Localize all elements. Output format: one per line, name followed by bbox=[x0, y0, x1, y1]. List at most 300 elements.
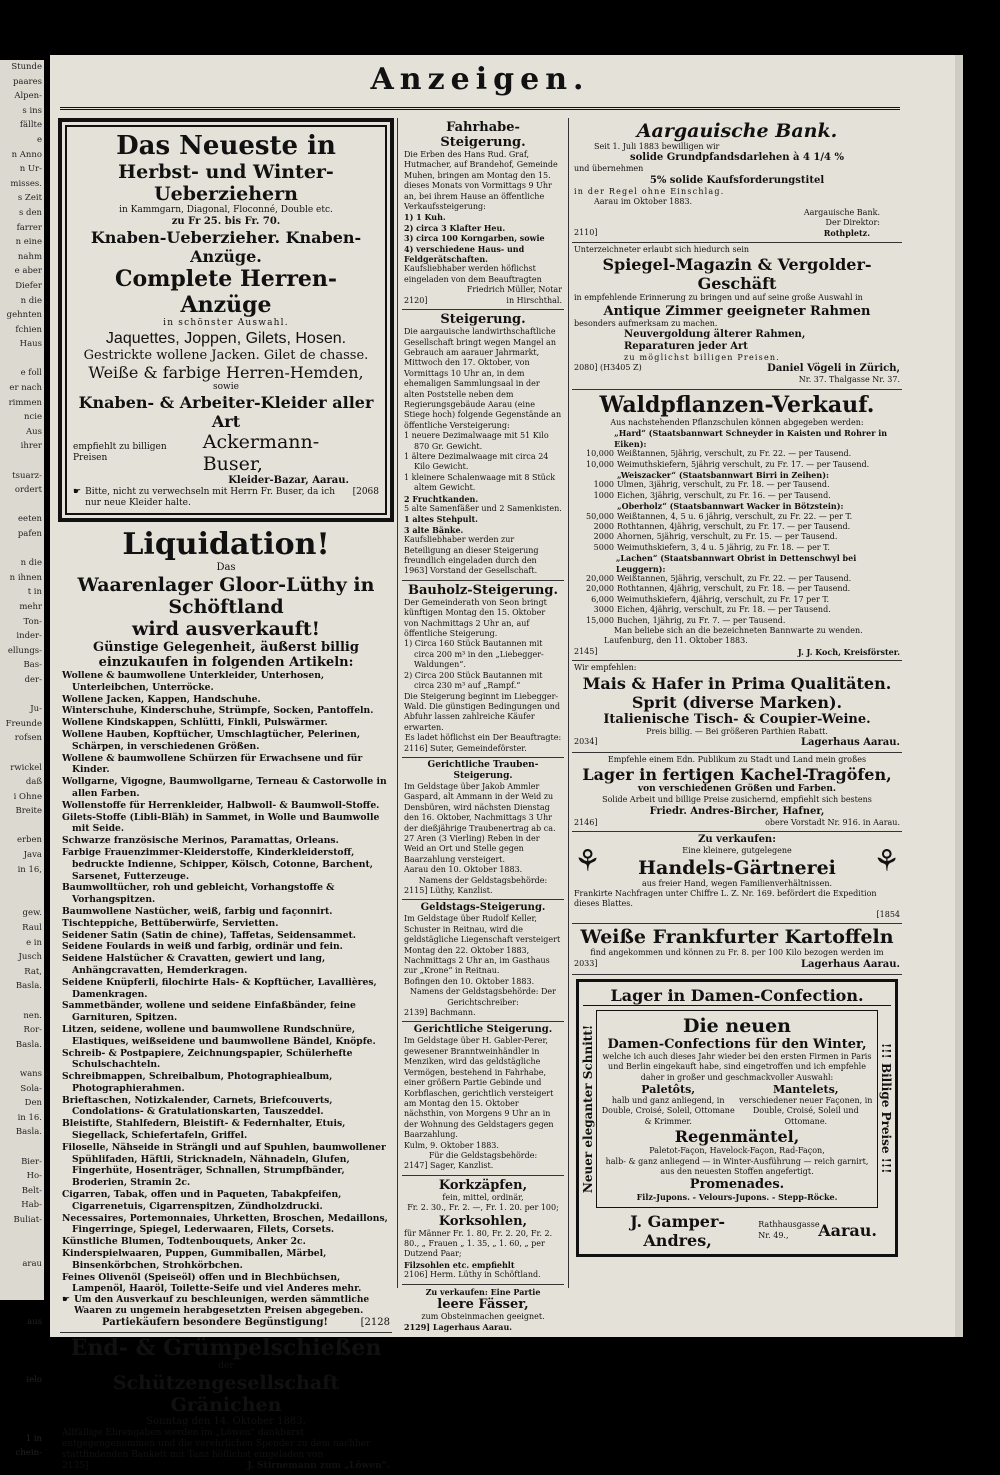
margin-fragment: Buliat- bbox=[13, 1214, 42, 1225]
ad-bauholz bbox=[402, 581, 564, 758]
ad-text: Es ladet höflichst ein Der Beauftragte: bbox=[404, 733, 562, 743]
ad-text: Günstige Gelegenheit, äußerst billig einzukaufen in folgenden Artikeln: bbox=[93, 640, 359, 670]
margin-fragment: Basla. bbox=[15, 1039, 42, 1050]
margin-fragment: e in bbox=[26, 937, 42, 948]
ad-text: Wir empfehlen: bbox=[574, 663, 637, 673]
ad-trauben bbox=[402, 758, 564, 900]
ad-heading: Weiße Frankfurter Kartoffeln bbox=[580, 926, 894, 949]
ad-heading: Handels-Gärtnerei bbox=[638, 856, 836, 879]
margin-fragment: farrer bbox=[16, 222, 42, 233]
margin-fragment: Stunde bbox=[11, 62, 42, 72]
margin-fragment: wans bbox=[19, 1068, 42, 1079]
list-item: Feines Olivenöl (Speiseöl) offen und in Blechbüchsen, Lampenöl, Haaröl, Toilette-Seife und viel Anderes mehr. bbox=[62, 1271, 362, 1295]
list-item: Schreibmappen, Schreibalbum, Photographiealbum, Photographierahmen. bbox=[62, 1071, 333, 1094]
margin-fragment: n eine bbox=[15, 237, 42, 248]
ad-address: Kleider-Bazar, Aarau. bbox=[228, 475, 349, 486]
ad-text: Knaben-Ueberzieher. Knaben-Anzüge. bbox=[90, 228, 362, 266]
column-2 bbox=[402, 118, 564, 1336]
list-item: Sammetbänder, wollene und seidene Einfaßbänder, feine Garnituren, Spitzen. bbox=[62, 1000, 356, 1024]
margin-fragment: Jusch bbox=[18, 952, 42, 963]
margin-fragment: rofsen bbox=[14, 733, 42, 744]
item-text: „Weiszacker“ (Staatsbannwart Birri in Zeihen): bbox=[617, 469, 829, 480]
ad-heading: wird ausverkauft! bbox=[131, 618, 321, 640]
margin-fragment: Den bbox=[24, 1098, 42, 1109]
margin-fragment: Basla. bbox=[15, 1127, 42, 1138]
ad-text: Zu verkaufen: bbox=[698, 834, 776, 846]
margin-fragment: e foll bbox=[20, 368, 42, 379]
margin-fragment: n ihnen bbox=[9, 572, 42, 583]
ad-heading: Italienische Tisch- & Coupier-Weine. bbox=[603, 711, 871, 727]
ad-text: Unterzeichneter erlaubt sich hiedurch sein bbox=[574, 244, 750, 254]
list-item: 2 Fruchtkanden. bbox=[404, 493, 479, 504]
quantity: 2000 bbox=[593, 532, 614, 542]
ad-signature: J. J. Koch, Kreisförster. bbox=[797, 646, 900, 657]
quantity: 3000 bbox=[593, 605, 614, 615]
margin-fragment: daß bbox=[25, 777, 42, 788]
margin-fragment: n die bbox=[20, 295, 42, 306]
item-text: „Lachen“ (Staatsbannwart Obrist in Dettenschwyl bei Leuggern): bbox=[615, 553, 857, 574]
item-text: Rothtannen, 4jährig, verschult, zu Fr. 17. — per Tausend. bbox=[617, 521, 851, 531]
list-item: Künstliche Blumen, Todtenbouquets, Anker 2c. bbox=[62, 1236, 306, 1248]
margin-fragment bbox=[0, 352, 42, 367]
ad-subheading: Promenades. bbox=[689, 1177, 785, 1193]
ad-fahrhabe bbox=[402, 118, 564, 310]
list-item bbox=[574, 543, 900, 553]
list-item bbox=[574, 449, 900, 459]
margin-fragment: Java bbox=[23, 850, 42, 861]
margin-fragment bbox=[0, 498, 42, 513]
item-text: Weißtannen, 4, 5 u. 6 jährig, verschult, zu Fr. 22. — per T. bbox=[617, 511, 853, 521]
list-item bbox=[574, 470, 900, 480]
ad-heading: Steigerung. bbox=[440, 312, 526, 328]
margin-fragment: fchien bbox=[15, 324, 42, 335]
margin-fragment: Breite bbox=[15, 806, 42, 817]
column-rule bbox=[397, 118, 398, 1288]
margin-fragment: inder- bbox=[16, 631, 42, 642]
item-text: „Hard“ (Staatsbannwart Schneyder in Kaisten und Rohrer in Eiken): bbox=[614, 428, 888, 449]
margin-fragment: n Ur- bbox=[19, 164, 42, 175]
ad-address: obere Vorstadt Nr. 916. in Aarau. bbox=[765, 817, 900, 827]
margin-fragment bbox=[0, 1417, 42, 1432]
list-item: 5 alte Samenfäßer und 2 Samenkisten. bbox=[404, 504, 562, 513]
margin-fragment: ncie bbox=[24, 412, 42, 423]
margin-fragment bbox=[0, 454, 42, 469]
ad-text: in Hirschthal. bbox=[506, 295, 562, 305]
quantity bbox=[574, 553, 616, 574]
ad-number: [1854 bbox=[876, 909, 900, 919]
quantity bbox=[574, 470, 617, 480]
list-item bbox=[574, 522, 900, 532]
ad-text: in der Regel ohne Einschlag. bbox=[574, 186, 725, 196]
ad-text: Partiekäufern besondere Begünstigung! bbox=[102, 1317, 328, 1329]
list-item: 1 kleinere Schalenwaage mit 8 Stück altem Gewicht. bbox=[404, 472, 556, 493]
ad-signature: 2139] Bachmann. bbox=[404, 1008, 476, 1018]
list-item: 1 neuere Dezimalwaage mit 51 Kilo 870 Gr. Gewicht. bbox=[404, 431, 549, 451]
list-item: Gilets-Stoffe (Libli-Bläh) in Sammet, in Wolle und Baumwolle mit Seide. bbox=[62, 811, 380, 835]
margin-fragment bbox=[0, 819, 42, 834]
ad-text: solide Grundpfandsdarlehen à 4 1/4 % bbox=[630, 152, 844, 164]
ad-heading: Aargauische Bank. bbox=[636, 120, 838, 142]
ad-text: Die aargauische landwirthschaftliche Gesellschaft bringt wegen Mangel an Gebrauch am aarauer Jahrmarkt, Mittwoch den 17. Oktober, von Vormittags 10 Uhr an, in dem ehemaligen Sammlungsaal in der alten Poststelle neben dem Regierungsgebäude Aarau (eine Stiege hoch) folgende Gegenstände an öffentliche Versteigerung: bbox=[404, 327, 562, 430]
margin-fragment: der- bbox=[24, 674, 42, 685]
margin-fragment bbox=[0, 1300, 42, 1315]
margin-fragment bbox=[0, 1359, 42, 1374]
margin-fragment: ihrer bbox=[20, 441, 42, 452]
ad-text: Weiße & farbige Herren-Hemden, bbox=[88, 363, 364, 382]
ad-heading: Waldpflanzen-Verkauf. bbox=[599, 391, 875, 418]
item-text: Weißtannen, 5jährig, verschult, zu Fr. 22. — per Tausend. bbox=[617, 449, 852, 459]
list-item bbox=[574, 553, 900, 574]
ad-text: Jaquettes, Joppen, Gilets, Hosen. bbox=[105, 330, 347, 347]
margin-fragment: mehr bbox=[19, 601, 42, 612]
list-item: Farbige Frauenzimmer-Kleiderstoffe, Kinderkleiderstoff, bedruckte Indienne, Schipper, Kölsch, Cotonne, Barchent, Sarsenet, Futterzeuge. bbox=[62, 846, 373, 882]
list-item: Wollgarne, Vigogne, Baumwollgarne, Terneau & Castorwolle in allen Farben. bbox=[62, 776, 387, 799]
ad-heading: Lager in fertigen Kachel-Tragöfen, bbox=[582, 765, 892, 785]
side-label: Neuer eleganter Schnitt! bbox=[581, 1024, 595, 1193]
ad-text: von verschiedenen Größen und Farben. bbox=[637, 784, 837, 795]
ad-lagerhaus-mais bbox=[572, 661, 902, 753]
ad-heading: Liquidation! bbox=[122, 527, 330, 562]
ad-aargauische-bank bbox=[572, 118, 902, 243]
ad-note: Bitte, nicht zu verwechseln mit Herrn Fr. Buser, da ich nur neue Kleider halte. bbox=[85, 487, 335, 508]
item-text: Weimuthskiefern, 3, 4 u. 5 jährig, zu Fr. 18. — per T. bbox=[617, 542, 830, 552]
list-item: 4) verschiedene Haus- und Feldgerätschaften. bbox=[404, 243, 525, 265]
ad-price: zu Fr 25. bis Fr. 70. bbox=[171, 216, 281, 227]
ad-text: Filzsohlen etc. empfiehlt bbox=[404, 1259, 515, 1270]
margin-fragment bbox=[0, 1330, 42, 1345]
ad-signature: 2129] Lagerhaus Aarau. bbox=[404, 1322, 513, 1333]
ad-kartoffeln bbox=[572, 924, 902, 974]
quantity: 15,000 bbox=[586, 615, 614, 625]
list-item: 1) 1 Kuh. bbox=[404, 212, 446, 223]
margin-fragment bbox=[0, 1286, 42, 1301]
ad-text: find angekommen und können zu Fr. 8. per 100 Kilo bezogen werden im bbox=[590, 948, 884, 958]
ad-text: und übernehmen bbox=[574, 164, 644, 174]
ad-text: Eine kleinere, gutgelegene bbox=[682, 846, 792, 856]
ad-heading: Geldstags-Steigerung. bbox=[420, 902, 546, 914]
ad-text: Solide Arbeit und billige Preise zusichernd, empfiehlt sich bestens bbox=[602, 795, 872, 805]
plant-list bbox=[574, 428, 900, 626]
margin-fragment: Ho- bbox=[26, 1171, 42, 1182]
ad-date: Aarau im Oktober 1883. bbox=[594, 197, 693, 207]
pointing-hand-icon: ☛ bbox=[62, 1295, 71, 1306]
ad-number: 2110] bbox=[574, 228, 598, 238]
pointing-hand-icon: ☛ bbox=[73, 487, 82, 497]
list-item: Baumwolltücher, roh und gebleicht, Vorhangstoffe & Vorhangspitzen. bbox=[62, 882, 335, 906]
ad-geldstag bbox=[402, 900, 564, 1022]
margin-fragment: Sola- bbox=[20, 1083, 42, 1094]
quantity: 5000 bbox=[593, 542, 614, 552]
ad-text: für Männer Fr. 1. 80, Fr. 2. 20, Fr. 2. 80., „ Frauen „ 1. 35, „ 1. 60, „ per Dutzend Paar; bbox=[404, 1228, 553, 1259]
margin-fragment: in 16. bbox=[17, 1112, 42, 1123]
ad-text: verschiedener neuer Façonen, in Double, Croisé, Soleil und Ottomane. bbox=[739, 1095, 873, 1126]
item-text: Weimuthskiefern, 4jährig, verschult, zu Fr. 17 per T. bbox=[617, 594, 830, 604]
margin-fragment: gew. bbox=[22, 908, 42, 919]
ad-signature: 2106] Herm. Lüthy in Schöftland. bbox=[404, 1270, 541, 1280]
ad-date: Laufenburg, den 11. Oktober 1883. bbox=[604, 636, 748, 646]
ad-steigerung bbox=[402, 310, 564, 581]
margin-fragment bbox=[0, 892, 42, 907]
ad-heading: Spiegel-Magazin & Vergolder-Geschäft bbox=[602, 255, 872, 294]
side-label: !!! Billige Preise !!! bbox=[879, 1043, 893, 1174]
margin-fragment: rwickel bbox=[10, 762, 42, 773]
ad-heading: Fahrhabe-Steigerung. bbox=[440, 120, 526, 150]
item-text: Rothtannen, 4jährig, verschult, zu Fr. 18. — per Tausend. bbox=[617, 584, 851, 594]
item-text: Ulmen, 3jährig, verschult, zu Fr. 18. — per Tausend. bbox=[617, 480, 830, 490]
list-item: Baumwollene Nastücher, weiß, farbig und façonnirt. bbox=[62, 905, 333, 917]
list-item: Wollene & baumwollene Schürzen für Erwachsene und für Kinder. bbox=[62, 752, 363, 776]
margin-fragment: Freunde bbox=[5, 718, 42, 729]
margin-fragment: Aus bbox=[26, 426, 42, 437]
quantity: 50,000 bbox=[586, 511, 614, 521]
margin-fragment: er nach bbox=[9, 383, 42, 394]
ad-text: Man beliebe sich an die bezeichneten Bannwarte zu wenden. bbox=[614, 626, 863, 635]
list-item: 3) circa 100 Korngarben, sowie bbox=[404, 233, 545, 244]
list-item: Seidene Halstücher & Cravatten, gewiert und lang, Anhängcravatten, Hemderkragen. bbox=[62, 953, 326, 976]
item-text: Eichen, 4jährig, verschult, zu Fr. 18. — per Tausend. bbox=[617, 605, 831, 615]
margin-fragment: pafen bbox=[17, 529, 42, 539]
ad-heading: Waarenlager Gloor-Lüthy in Schöftland bbox=[77, 574, 375, 618]
ad-text: in Kammgarn, Diagonal, Floconné, Double etc. bbox=[119, 205, 333, 215]
list-item: Kinderspielwaaren, Puppen, Gummiballen, Märbel, Binsenkörbchen, Strohkörbchen. bbox=[62, 1248, 327, 1271]
list-item bbox=[574, 491, 900, 501]
margin-fragment: Belt- bbox=[21, 1185, 42, 1196]
list-item: Wollene Jacken, Kappen, Handschuhe. bbox=[62, 693, 261, 705]
margin-fragment: Haus bbox=[19, 339, 42, 350]
ad-text: Kaufsliebhaber werden höflichst eingeladen von dem Beauftragten bbox=[404, 264, 542, 284]
ad-gerichtlich bbox=[402, 1022, 564, 1175]
ad-text: Das bbox=[216, 562, 236, 573]
page-header bbox=[60, 62, 900, 110]
ad-heading: Sprit (diverse Marken). bbox=[631, 692, 843, 712]
list-item bbox=[574, 460, 900, 470]
ad-text: Knaben- & Arbeiter-Kleider aller Art bbox=[78, 393, 374, 431]
ad-liquidation bbox=[60, 526, 392, 1333]
ad-kachel bbox=[572, 753, 902, 832]
column-1 bbox=[60, 118, 392, 1475]
list-item: Schreib- & Postpapiere, Zeichnungspapier, Schülerhefte Schulschachteln. bbox=[62, 1047, 353, 1071]
ad-signature: Aargauische Bank. bbox=[803, 207, 880, 217]
quantity bbox=[574, 501, 617, 511]
margin-fragment bbox=[0, 688, 42, 703]
ad-heading: Gerichtliche Trauben-Steigerung. bbox=[427, 759, 539, 781]
quantity: 10,000 bbox=[586, 459, 614, 469]
ad-signature: Rothpletz. bbox=[823, 228, 870, 239]
quantity: 2000 bbox=[593, 521, 614, 531]
list-item: Bleistifte, Stahlfedern, Bleistift- & Federnhalter, Etuis, Siegellack, Schiefertafeln, Griffel. bbox=[62, 1118, 346, 1142]
margin-fragment: Bier- bbox=[21, 1156, 42, 1167]
plant-pot-icon: ⚘ bbox=[873, 844, 900, 880]
ad-waldpflanzen bbox=[572, 390, 902, 661]
margin-fragment: tsuarz- bbox=[12, 470, 42, 481]
ad-text: der bbox=[218, 1361, 234, 1372]
ad-subheading: Paletôts, bbox=[641, 1082, 696, 1096]
liquidation-item-list bbox=[62, 670, 390, 1295]
list-item bbox=[574, 605, 900, 615]
ad-text: fein, mittel, ordinär, bbox=[442, 1192, 524, 1202]
list-item bbox=[574, 480, 900, 490]
ad-date: Aarau den 10. Oktober 1883. bbox=[404, 865, 523, 875]
list-item: Filoselle, Nähseide in Strängli und auf Spuhlen, baumwollener Spühlifaden, Häftli, Stricknadeln, Nähnadeln, Glufen, Fingerhüte, Hosenträger, Schnallen, Strumpfbänder, Broderien, Stramin 2c. bbox=[62, 1141, 386, 1189]
margin-fragment: Ton- bbox=[23, 616, 42, 627]
list-item: 3 alte Bänke. bbox=[404, 524, 464, 535]
ad-text: welche ich auch dieses Jahr wieder bei den ersten Firmen in Paris und Berlin eingekauft habe, sind eingetroffen und ich empfehle daher in großer und geschmackvoller Auswahl: bbox=[602, 1051, 872, 1082]
ad-number: 2135] bbox=[62, 1461, 89, 1472]
margin-fragment bbox=[0, 877, 42, 892]
ad-signature: Friedrich Müller, Notar bbox=[466, 285, 562, 295]
ad-signature: 2115] Lüthy, Kanzlist. bbox=[404, 886, 493, 895]
ad-signature: 2147] Sager, Kanzlist. bbox=[404, 1161, 494, 1171]
ad-text: Zu verkaufen: Eine Partie bbox=[425, 1286, 541, 1297]
ad-number: 2120] bbox=[404, 295, 428, 305]
list-item bbox=[574, 595, 900, 605]
ad-heading: leere Fässer, bbox=[437, 1297, 529, 1312]
margin-fragment bbox=[0, 994, 42, 1009]
margin-fragment: nen. bbox=[23, 1010, 42, 1021]
ad-heading: Mais & Hafer in Prima Qualitäten. bbox=[582, 673, 892, 693]
ad-number: 2033] bbox=[574, 958, 598, 968]
ad-address: Nr. 37. Thalgasse Nr. 37. bbox=[798, 375, 900, 385]
margin-fragment bbox=[0, 1388, 42, 1403]
ad-text: Namens der Geldstagsbehörde: Der Gerichtschreiber: bbox=[410, 987, 556, 1007]
margin-fragment: Basla. bbox=[15, 981, 42, 992]
ad-signature: J. Gamper-Andres, bbox=[630, 1211, 726, 1250]
ad-gaertnerei bbox=[572, 832, 902, 924]
margin-fragment bbox=[0, 1271, 42, 1286]
list-item: 2) Circa 200 Stück Bautannen mit circa 230 m³ auf „Rampf.“ bbox=[404, 670, 543, 691]
ad-ackermann-buser bbox=[60, 120, 392, 520]
margin-fragment: ielo bbox=[26, 1375, 42, 1386]
margin-fragment: Hab- bbox=[21, 1200, 42, 1211]
ad-spiegel-magazin bbox=[572, 243, 902, 390]
ad-heading: Das Neueste in bbox=[116, 131, 336, 161]
ad-text: aus freier Hand, wegen Familienverhältnissen. bbox=[641, 878, 833, 888]
margin-fragment: eeten bbox=[18, 514, 42, 525]
item-text: Weißtannen, 5jährig, verschult, zu Fr. 22. — per Tausend. bbox=[617, 573, 852, 583]
ad-subheading: Herbst- und Winter-Ueberziehern bbox=[118, 161, 334, 205]
quantity: 10,000 bbox=[586, 449, 614, 459]
confection-box bbox=[596, 1010, 877, 1208]
ad-number: 2145] bbox=[574, 646, 598, 656]
list-item: Schwarze französische Merinos, Paramattas, Orleans. bbox=[62, 835, 339, 847]
ad-signature: J. Stirnemann zum „Löwen“. bbox=[247, 1461, 390, 1472]
margin-fragment: nahm bbox=[17, 251, 42, 262]
margin-fragment: Ju- bbox=[30, 704, 42, 715]
margin-fragment: t in bbox=[27, 587, 42, 598]
ad-text: Sonntag den 14. Oktober 1883. bbox=[146, 1416, 306, 1428]
ad-text: Im Geldstage über Jakob Ammler Gaspard, alt Ammann in der Weid zu Densbüren, wird nächsten Dienstag den 16. Oktober, Nachmittags 3 Uhr der dießjährige Traubenertrag ab ca. 27 Aren (3 Vierling) Reben in der Weid an Ort und Stelle gegen Baarzahlung versteigert. bbox=[404, 781, 556, 864]
ad-heading: Gerichtliche Steigerung. bbox=[413, 1024, 553, 1036]
margin-fragment bbox=[0, 542, 42, 557]
list-item: Necessaires, Portemonnaies, Uhrketten, Broschen, Medaillons, Fingerringe, Spiegel, Lederwaaren, Filets, Corsets. bbox=[62, 1212, 388, 1236]
ad-heading: Korkzäpfen, bbox=[438, 1177, 528, 1193]
list-item bbox=[574, 501, 900, 511]
list-item: 1) Circa 160 Stück Bautannen mit circa 200 m³ in den „Liebegger-Waldungen“. bbox=[404, 639, 544, 670]
item-text: Ahornen, 5jährig, verschult, zu Fr. 15. — per Tausend. bbox=[617, 532, 838, 542]
ad-signature: Ackermann-Buser, bbox=[202, 431, 320, 475]
ad-text: Reparaturen jeder Art bbox=[624, 341, 748, 353]
margin-fragment bbox=[0, 1228, 42, 1243]
margin-fragment: e aber bbox=[14, 266, 42, 277]
margin-fragment: Ror- bbox=[23, 1025, 42, 1036]
list-item: Wollenstoffe für Herrenkleider, Halbwoll- & Baumwoll-Stoffe. bbox=[62, 799, 380, 811]
quantity: 20,000 bbox=[586, 584, 614, 594]
ad-heading: Damen-Confections für den Winter, bbox=[607, 1036, 867, 1052]
ad-signature: Lagerhaus Aarau. bbox=[800, 958, 900, 970]
ad-text: Kaufsliebhaber werden zur Beteiligung an dieser Steigerung freundlich eingeladen durch den bbox=[404, 535, 539, 566]
ad-text: Der Direktor: bbox=[825, 218, 880, 228]
list-item: Seidene Knüpferli, filochirte Hals- & Kopftücher, Lavallières, Damenkragen. bbox=[62, 976, 377, 1000]
ad-text: besonders aufmerksam zu machen. bbox=[574, 318, 718, 328]
ad-text: Paletot-Façon, Havelock-Façon, Rad-Façon, bbox=[649, 1146, 825, 1156]
margin-fragment: in 16, bbox=[17, 864, 42, 875]
ad-text: Preis billig. — Bei größeren Parthien Rabatt. bbox=[646, 726, 828, 736]
ad-text: Der Gemeinderath von Seon bringt künftigen Montag den 15. Oktober von Nachmittags 2 Uhr an, auf öffentliche Steigerung. bbox=[404, 597, 547, 639]
margin-fragment: fällte bbox=[19, 120, 42, 131]
list-item: Wollene Hauben, Kopftücher, Umschlagtücher, Pelerinen, Schärpen, in verschiedenen Größen. bbox=[62, 728, 361, 752]
ad-text: 5% solide Kaufsforderungstitel bbox=[649, 174, 825, 186]
page-edge bbox=[955, 55, 963, 1337]
margin-fragment: i Ohne bbox=[13, 791, 42, 802]
ad-price: Fr. 2. 30., Fr. 2. —, Fr. 1. 20. per 100; bbox=[407, 1203, 559, 1213]
list-item: Seidene Foulards in weiß und farbig, ordinär und fein. bbox=[62, 941, 343, 953]
margin-fragment: rimmen bbox=[8, 397, 42, 408]
ad-city: Aarau. bbox=[818, 1221, 877, 1241]
margin-fragment: misses. bbox=[10, 178, 42, 189]
ad-signature: Lagerhaus Aarau. bbox=[800, 737, 900, 749]
list-item bbox=[574, 584, 900, 594]
ad-text: Frankirte Nachfragen unter Chiffre L. Z. Nr. 169. befördert die Expedition dieses Blattes. bbox=[574, 889, 877, 909]
ad-text: zu möglichst billigen Preisen. bbox=[624, 353, 780, 363]
ad-text: in empfehlende Erinnerung zu bringen und auf seine große Auswahl in bbox=[574, 293, 863, 303]
ad-text: Die Steigerung beginnt im Liebegger-Wald. Die günstigen Bedingungen und Abfuhr lassen zahlreiche Käufer erwarten. bbox=[404, 691, 561, 732]
margin-fragment bbox=[0, 1140, 42, 1155]
ad-number: 2146] bbox=[574, 817, 598, 827]
margin-fragment: chein- bbox=[15, 1448, 42, 1459]
list-item bbox=[574, 574, 900, 584]
margin-fragment: s ins bbox=[22, 105, 42, 116]
ad-text: zum Obsteinmachen geeignet. bbox=[421, 1312, 545, 1321]
margin-fragment: ordert bbox=[14, 485, 42, 496]
margin-fragment: arau bbox=[22, 1258, 42, 1269]
margin-fragment: erben bbox=[16, 835, 42, 846]
ad-text: halb und ganz anliegend, in Double, Croisé, Soleil, Ottomane & Krimmer. bbox=[601, 1095, 735, 1126]
list-item: 1 altes Stehpult. bbox=[404, 514, 478, 525]
quantity: 1000 bbox=[593, 480, 614, 490]
ad-text: in schönster Auswahl. bbox=[163, 318, 289, 328]
ad-heading: Die neuen bbox=[682, 1014, 792, 1037]
margin-fragment bbox=[0, 1242, 42, 1257]
ad-text: Namens der Geldstagsbehörde: bbox=[418, 875, 548, 885]
item-text: „Oberholz“ (Staatsbannwart Wacker in Bötzstein): bbox=[617, 501, 844, 512]
list-item: 1 ältere Dezimalwaage mit circa 24 Kilo Gewicht. bbox=[404, 451, 549, 472]
list-item bbox=[574, 616, 900, 626]
list-item: Tischteppiche, Bettüberwürfe, Servietten. bbox=[62, 917, 279, 929]
margin-fragment bbox=[0, 1403, 42, 1418]
margin-fragment: e bbox=[36, 134, 42, 145]
ad-signature: Friedr. Andres-Bircher, Hafner, bbox=[649, 805, 825, 817]
plant-pot-icon: ⚘ bbox=[574, 844, 601, 880]
ad-text: Aus nachstehenden Pflanzschulen können abgegeben werden: bbox=[610, 417, 864, 427]
ad-text: Für die Geldstagsbehörde: bbox=[428, 1150, 538, 1160]
ad-signature: 1963] Vorstand der Gesellschaft. bbox=[404, 566, 538, 576]
margin-fragment: n die bbox=[20, 558, 42, 569]
ad-heading: Antique Zimmer geeigneter Rahmen bbox=[603, 303, 871, 319]
quantity bbox=[574, 428, 614, 449]
margin-fragment bbox=[0, 1052, 42, 1067]
margin-fragment bbox=[0, 1344, 42, 1359]
ad-heading: Schützengesellschaft Gränichen bbox=[112, 1372, 340, 1417]
